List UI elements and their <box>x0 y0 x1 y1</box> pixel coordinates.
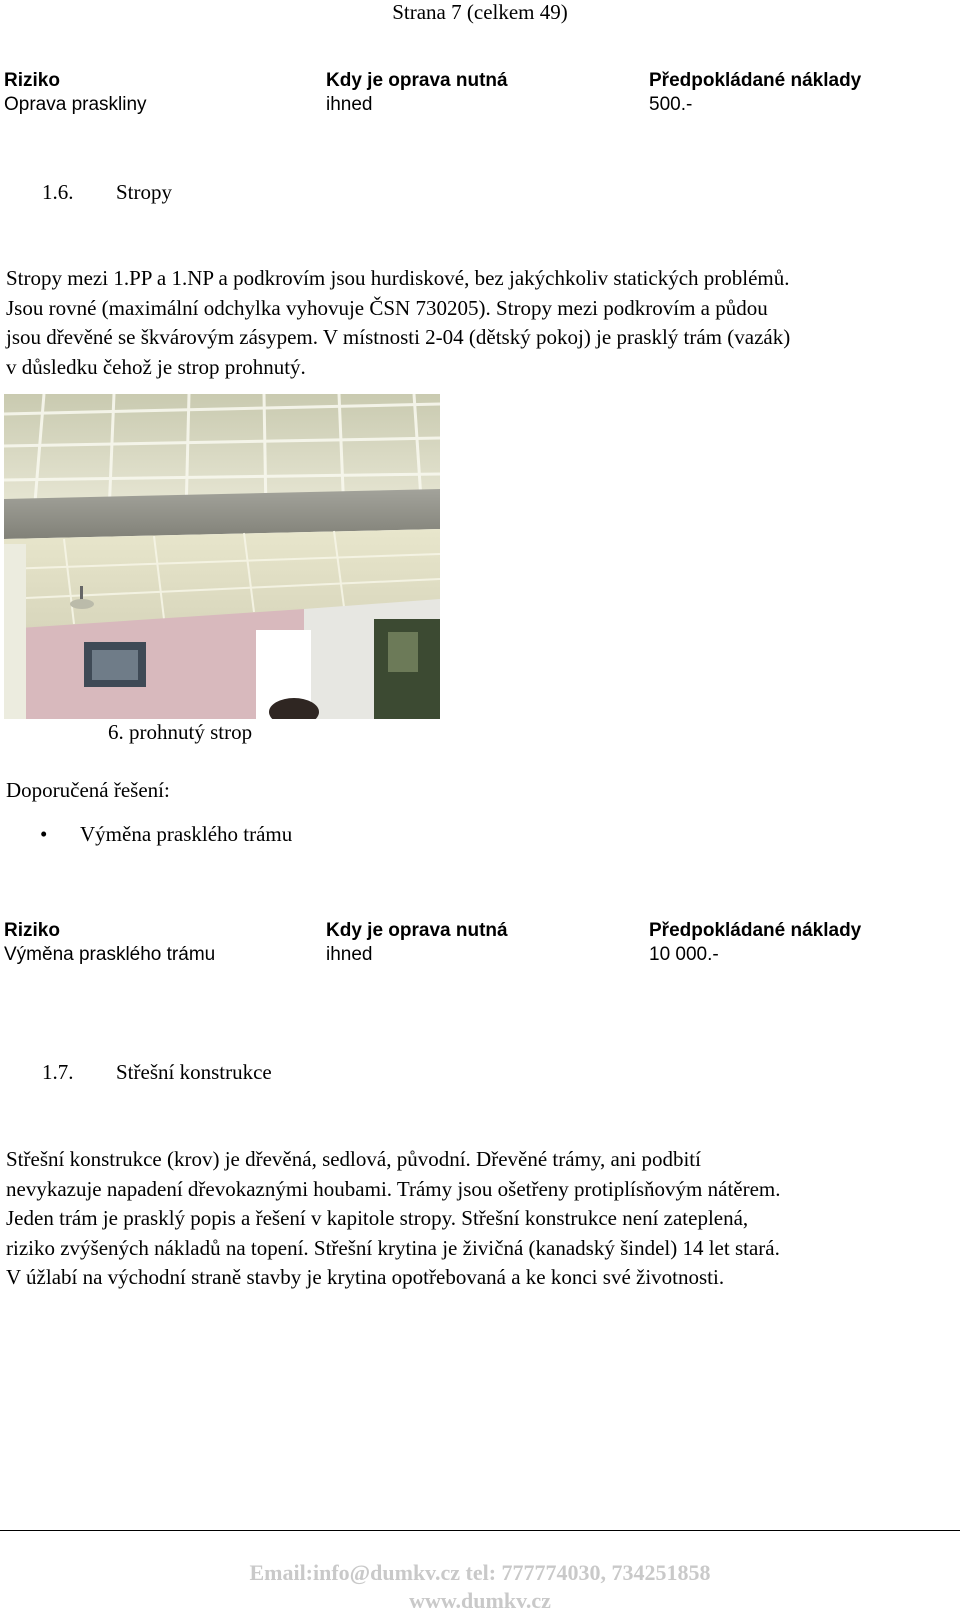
header-risk: Riziko <box>4 70 60 91</box>
risk-table-2 <box>4 920 934 968</box>
bullet-icon: • <box>40 822 48 846</box>
risk-table-header <box>4 920 934 944</box>
table-row <box>4 944 934 968</box>
section-heading-stropy <box>42 180 442 208</box>
figure-caption: 6. prohnutý strop <box>108 720 253 744</box>
paragraph-line: jsou dřevěné se škvárovým zásypem. V místnosti 2-04 (dětský pokoj) je prasklý trám (vazák) <box>6 325 791 349</box>
page-number: Strana 7 (celkem 49) <box>392 0 568 24</box>
paragraph-stropy <box>6 264 956 382</box>
paragraph-line: Stropy mezi 1.PP a 1.NP a podkrovím jsou hurdiskové, bez jakýchkoliv statických problémů. <box>6 266 790 290</box>
header-cost: Předpokládané náklady <box>649 70 862 91</box>
cell-when: ihned <box>326 94 373 115</box>
header-risk: Riziko <box>4 920 60 941</box>
paragraph-line: v důsledku čehož je strop prohnutý. <box>6 354 306 379</box>
cell-cost: 500.- <box>649 94 693 115</box>
section-heading-roof <box>42 1060 542 1088</box>
section-title: Střešní konstrukce <box>116 1060 272 1084</box>
paragraph-line: Střešní konstrukce (krov) je dřevěná, sedlová, původní. Dřevěné trámy, ani podbití <box>6 1147 701 1171</box>
paragraph-line: riziko zvýšených nákladů na topení. Střešní krytina je živičná (kanadský šindel) 14 let stará. <box>6 1235 780 1260</box>
recommendation-text: Výměna prasklého trámu <box>80 822 293 846</box>
table-row <box>4 94 934 118</box>
footer-website: www.dumkv.cz <box>409 1588 551 1613</box>
cell-when: ihned <box>326 944 373 965</box>
paragraph-line: Jsou rovné (maximální odchylka vyhovuje ČSN 730205). Stropy mezi podkrovím a půdou <box>6 295 768 320</box>
header-when: Kdy je oprava nutná <box>326 920 508 941</box>
ceiling-photo <box>4 394 440 719</box>
recommendations-label: Doporučená řešení: <box>6 778 170 802</box>
paragraph-line: V úžlabí na východní straně stavby je krytina opotřebovaná a ke konci své životnosti. <box>6 1265 725 1289</box>
risk-table-header <box>4 70 934 94</box>
paragraph-line: nevykazuje napadení dřevokaznými houbami. Trámy jsou ošetřeny protiplísňovým nátěrem. <box>6 1176 781 1201</box>
section-number: 1.6. <box>42 180 74 204</box>
footer-contact: Email:info@dumkv.cz tel: 777774030, 734251858 <box>249 1560 711 1585</box>
risk-table-1 <box>4 70 934 118</box>
header-when: Kdy je oprava nutná <box>326 70 508 91</box>
paragraph-line: Jeden trám je prasklý popis a řešení v kapitole stropy. Střešní konstrukce není zateplená, <box>6 1206 749 1230</box>
header-cost: Předpokládané náklady <box>649 920 862 941</box>
footer-divider <box>0 1530 960 1531</box>
section-title: Stropy <box>116 180 173 204</box>
paragraph-roof <box>6 1145 956 1293</box>
cell-risk: Oprava praskliny <box>4 94 147 115</box>
cell-risk: Výměna prasklého trámu <box>4 944 216 965</box>
cell-cost: 10 000.- <box>649 944 719 965</box>
section-number: 1.7. <box>42 1060 74 1084</box>
